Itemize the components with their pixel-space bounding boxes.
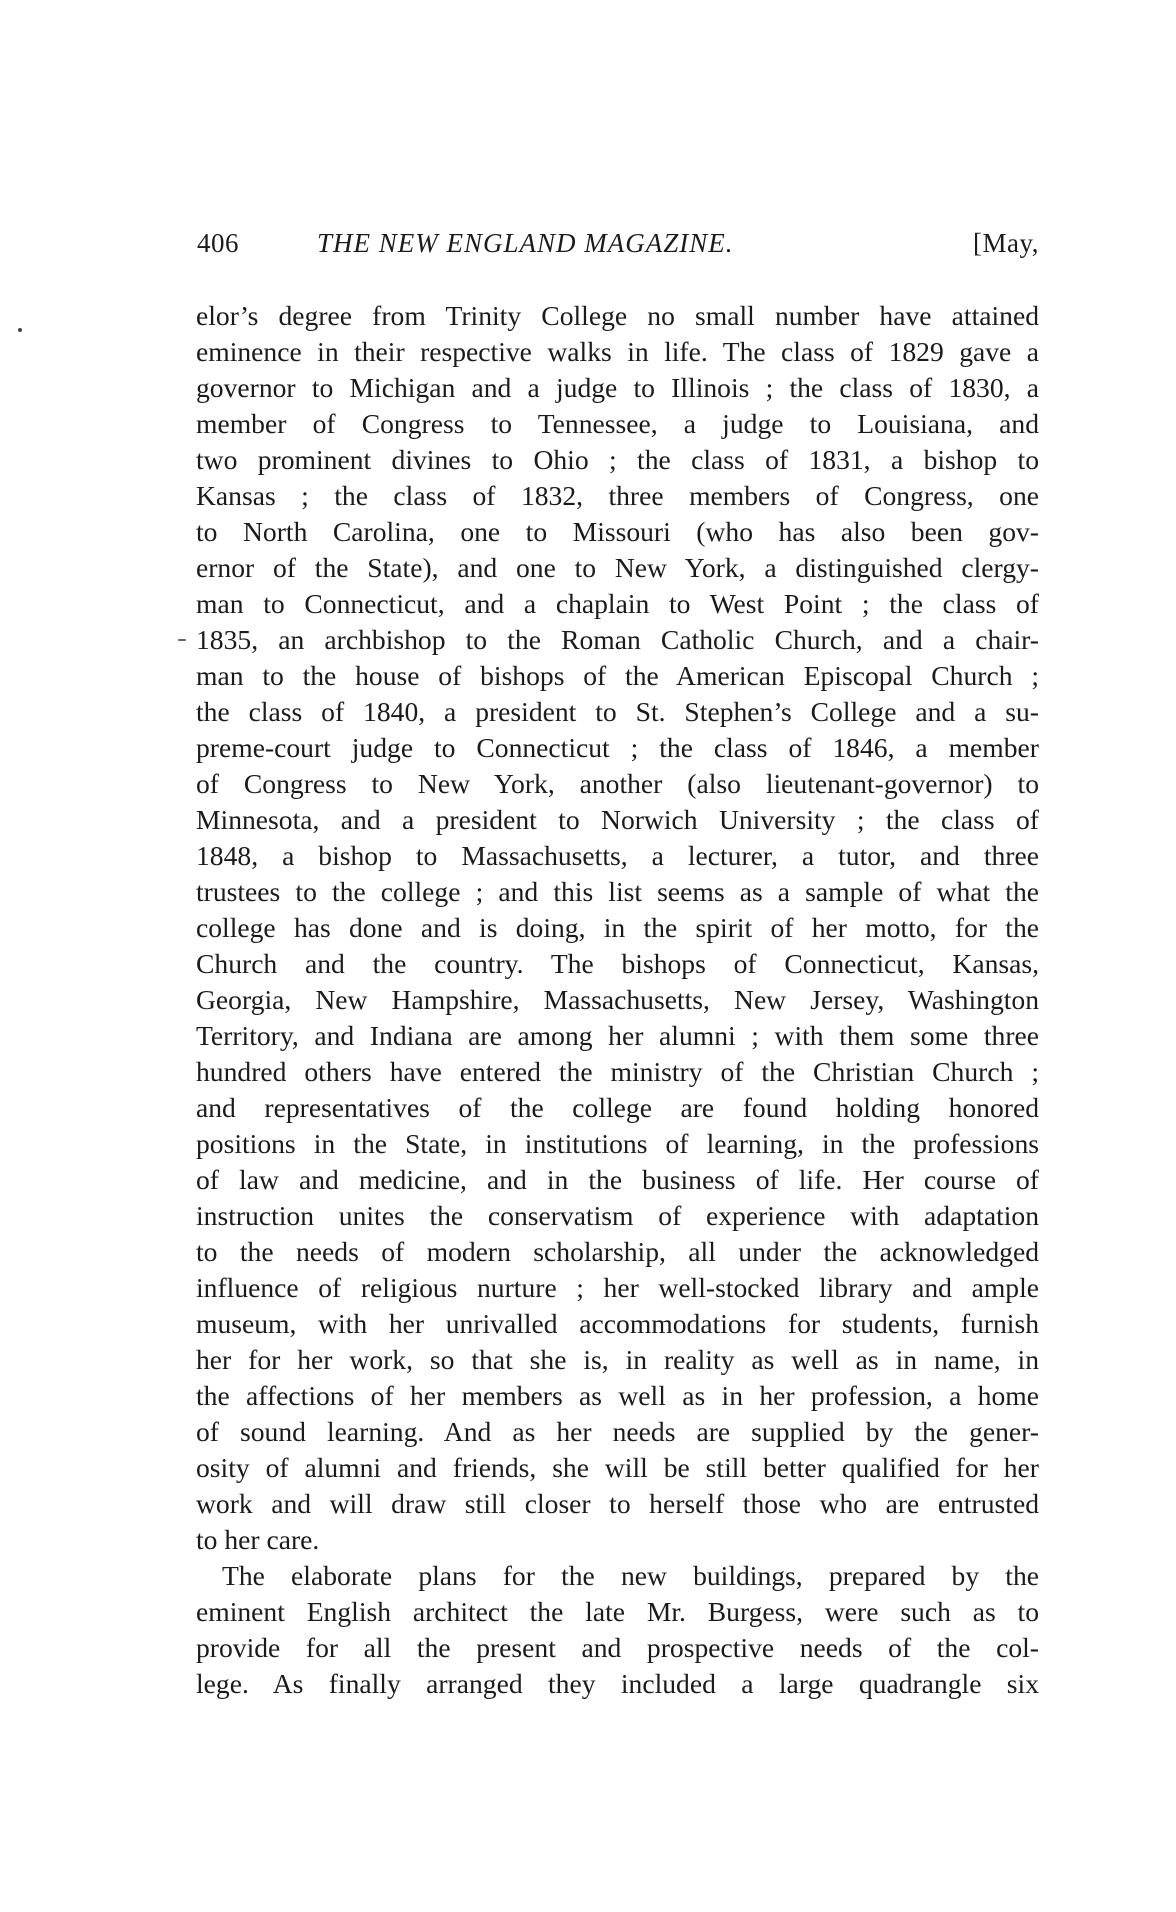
text-line: 1835, an archbishop to the Roman Catholic Church, and a chair- [196, 624, 1039, 655]
stray-ink-mark [18, 328, 22, 332]
text-line: Georgia, New Hampshire, Massachusetts, New Jersey, Washington [196, 984, 1039, 1015]
text-line: lege. As finally arranged they included a large quadrangle six [196, 1668, 1039, 1699]
text-line: 1848, a bishop to Massachusetts, a lecturer, a tutor, and three [196, 840, 1039, 871]
text-line: Territory, and Indiana are among her alumni ; with them some three [196, 1020, 1039, 1051]
body-text [196, 298, 1039, 1702]
text-line: the class of 1840, a president to St. Stephen’s College and a su- [196, 696, 1039, 727]
text-line: provide for all the present and prospective needs of the col- [196, 1632, 1039, 1663]
text-line: her for her work, so that she is, in reality as well as in name, in [196, 1344, 1039, 1375]
text-line: preme-court judge to Connecticut ; the class of 1846, a member [196, 732, 1039, 763]
text-line: of Congress to New York, another (also lieutenant-governor) to [196, 768, 1039, 799]
text-line: college has done and is doing, in the spirit of her motto, for the [196, 912, 1039, 943]
text-line: eminence in their respective walks in life. The class of 1829 gave a [196, 336, 1039, 367]
text-line: work and will draw still closer to herself those who are entrusted [196, 1488, 1039, 1519]
text-line: eminent English architect the late Mr. Burgess, were such as to [196, 1596, 1039, 1627]
text-line: member of Congress to Tennessee, a judge to Louisiana, and [196, 408, 1039, 439]
text-line: and representatives of the college are found holding honored [196, 1092, 1039, 1123]
text-line: osity of alumni and friends, she will be still better qualified for her [196, 1452, 1039, 1483]
text-line: elor’s degree from Trinity College no small number have attained [196, 300, 1039, 331]
text-line: of law and medicine, and in the business of life. Her course of [196, 1164, 1039, 1195]
text-line: to North Carolina, one to Missouri (who has also been gov- [196, 516, 1039, 547]
page-number: 406 [197, 228, 239, 258]
text-line: two prominent divines to Ohio ; the class of 1831, a bishop to [196, 444, 1039, 475]
text-line: hundred others have entered the ministry of the Christian Church ; [196, 1056, 1039, 1087]
text-line: influence of religious nurture ; her well-stocked library and ample [196, 1272, 1039, 1303]
text-line: ernor of the State), and one to New York, a distinguished clergy- [196, 552, 1039, 583]
running-title: THE NEW ENGLAND MAGAZINE. [317, 228, 734, 258]
text-line: positions in the State, in institutions of learning, in the professions [196, 1128, 1039, 1159]
text-line: Church and the country. The bishops of Connecticut, Kansas, [196, 948, 1039, 979]
text-line: to her care. [196, 1524, 320, 1555]
text-line: Minnesota, and a president to Norwich University ; the class of [196, 804, 1039, 835]
text-line: man to Connecticut, and a chaplain to West Point ; the class of [196, 588, 1039, 619]
issue-month: [May, [973, 228, 1039, 258]
text-line: trustees to the college ; and this list seems as a sample of what the [196, 876, 1039, 907]
text-line: governor to Michigan and a judge to Illinois ; the class of 1830, a [196, 372, 1039, 403]
running-header [197, 228, 1039, 268]
text-line: Kansas ; the class of 1832, three members of Congress, one [196, 480, 1039, 511]
text-line: museum, with her unrivalled accommodations for students, furnish [196, 1308, 1039, 1339]
text-line: instruction unites the conservatism of experience with adaptation [196, 1200, 1039, 1231]
stray-ink-mark [178, 639, 186, 641]
text-line: of sound learning. And as her needs are supplied by the gener- [196, 1416, 1039, 1447]
text-line: the affections of her members as well as in her profession, a home [196, 1380, 1039, 1411]
paragraph [196, 1558, 1039, 1702]
text-line: to the needs of modern scholarship, all under the acknowledged [196, 1236, 1039, 1267]
text-line: man to the house of bishops of the American Episcopal Church ; [196, 660, 1039, 691]
paragraph [196, 298, 1039, 1558]
text-line: The elaborate plans for the new buildings, prepared by the [222, 1560, 1039, 1591]
